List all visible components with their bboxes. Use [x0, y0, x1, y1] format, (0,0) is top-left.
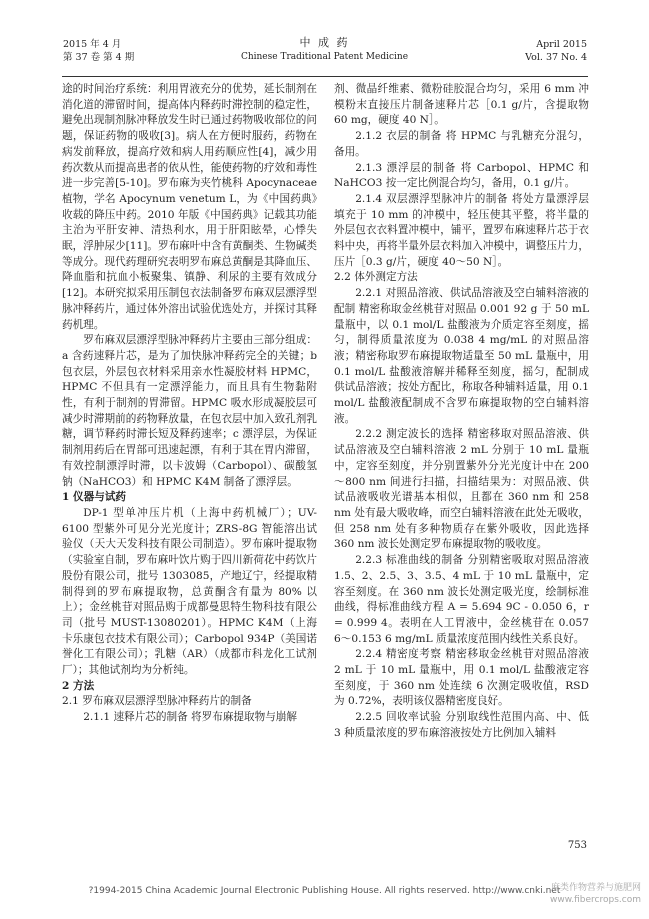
left-column-paragraph: 途的时间治疗系统：利用胃液充分的优势，延长制剂在消化道的滞留时间，提高体内释药时滞控制的稳定性，避免出现制剂脉冲释放发生时已通过药物吸收部位的问题，保证药物的吸收[3]。病人在方便时服药，药物在病发前释放，提高疗效和病人用药顺应性[4]，减少用药次数从而提高患者的依从性，能使药物的疗效和毒性进一步完善[5-10]。罗布麻为夹竹桃科 Apocynaceae 植物，学名 Apocynum venetum L，为《中国药典》收载的降压中药。2010 年版《中国药典》记载其功能主治为平肝安神、清热利水，用于肝阳眩晕，心悸失眠，浮肿尿少[11]。罗布麻叶中含有黄酮类、生物碱类等成分。现代药理研究表明罗布麻总黄酮是其降血压、降血脂和抗血小板聚集、镇静、利尿的主要有效成分[12]。本研究拟采用压制包衣法制备罗布麻双层漂浮型脉冲释药片，通过体外溶出试验优选处方，并探讨其释药机理。 — [62, 83, 317, 331]
right-column-paragraph: 2.2.4 精密度考察 精密移取金丝桃苷对照品溶液 2 mL 于 10 mL 量瓶中，用 0.1 mol/L 盐酸液定容至刻度，于 360 nm 处连续 6 次测定吸收值，RSD 为 0.72%，表明该仪器精密度良好。 — [334, 648, 589, 708]
right-column — [334, 82, 589, 742]
right-column-paragraph: 2.2.2 测定波长的选择 精密移取对照品溶液、供试品溶液及空白辅料溶液 2 mL 分别于 10 mL 量瓶中，定容至刻度，并分别置紫外分光光度计中在 200～800 nm 间进行扫描，扫描结果为：对照品液、供试品液吸收光谱基本相似，且都在 360 nm 和 258 nm 处有最大吸收峰，而空白辅料溶液在此处无吸收，但 258 nm 处有多种物质存在紫外吸收，因此选择 360 nm 波长处测定罗布麻提取物的吸收度。 — [334, 428, 589, 551]
page-number: 753 — [567, 840, 587, 851]
watermark-cn: 麻类作物营养与施肥网 — [550, 883, 641, 893]
right-column-paragraph: 2.1.4 双层漂浮型脉冲片的制备 将处方量漂浮层填充于 10 mm 的冲模中，轻压使其平整，将半量的外层包衣衣料置冲模中，铺平，置罗布麻速释片芯于衣料中央，再将半量外层衣料加入冲模中，调整压片力，压片［0.3 g/片，硬度 40～50 N］。 — [334, 192, 589, 268]
right-column-paragraph: 2.2 体外测定方法 — [334, 271, 418, 284]
copyright-footer: ?1994-2015 China Academic Journal Electronic Publishing House. All rights reserved. http://www.cnki.net — [88, 886, 561, 896]
right-column-paragraph: 2.1.3 漂浮层的制备 将 Carbopol、HPMC 和 NaHCO3 按一定比例混合均匀，备用，0.1 g/片。 — [334, 161, 589, 190]
header-rule — [62, 76, 588, 77]
left-column-paragraph: 2.1.1 速释片芯的制备 将罗布麻提取物与崩解 — [83, 711, 297, 724]
right-column-paragraph: 2.1.2 衣层的制备 将 HPMC 与乳糖充分混匀，备用。 — [334, 130, 589, 158]
right-column-paragraph: 2.2.1 对照品溶液、供试品溶液及空白辅料溶液的配制 精密称取金丝桃苷对照品 0.001 92 g 于 50 mL 量瓶中，以 0.1 mol/L 盐酸液为介质定容至刻度，摇匀，制得质量浓度为 0.038 4 mg/mL 的对照品溶液；精密称取罗布麻提取物适量至 50 mL 量瓶中，用 0.1 mol/L 盐酸液溶解并稀释至刻度，摇匀，配制成供试品溶液；按处方配比，称取各种辅料适量，用 0.1 mol/L 盐酸液配制成不含罗布麻提取物的空白辅料溶液。 — [334, 287, 589, 425]
journal-name-en: Chinese Traditional Patent Medicine — [240, 52, 409, 62]
left-column-paragraph: 罗布麻双层漂浮型脉冲释药片主要由三部分组成：a 含药速释片芯，是为了加快脉冲释药完全的关键；b 包衣层，外层包衣材料采用亲水性凝胶材料 HPMC，HPMC 不但具有一定漂浮能力，而且具有生物黏附性，有利于制剂的胃滞留。HPMC 吸水形成凝胶层可减少时滞期前的药物释放量，在包衣层中加入致孔剂乳糖，调节释药时滞长短及释药速率；c 漂浮层，为保证制剂用药后在胃部可迅速起漂，有利于其在胃内滞留，有效控制漂浮时滞，以卡波姆（Carbopol）、碳酸氢钠（NaHCO3）和 HPMC K4M 制备了漂浮层。 — [62, 334, 317, 488]
header-date: 2015 年 4 月 — [63, 39, 122, 50]
header-issue-info-en — [525, 38, 587, 64]
running-header — [0, 36, 649, 76]
left-column — [62, 82, 317, 726]
right-column-paragraph: 剂、微晶纤维素、微粉硅胶混合均匀，采用 6 mm 冲模粉末直接压片制备速释片芯［0.1 g/片，含提取物 60 mg，硬度 40 N］。 — [334, 83, 589, 127]
journal-name-cn: 中 成 药 — [299, 36, 350, 49]
header-volume-en: Vol. 37 No. 4 — [525, 52, 587, 63]
watermark-url: www.fibercrops.com — [550, 895, 641, 905]
right-column-paragraph: 2.2.3 标准曲线的制备 分别精密吸取对照品溶液 1.5、2、2.5、3、3.5、4 mL 于 10 mL 量瓶中，定容至刻度。在 360 nm 波长处测定吸光度，绘制标准曲线，得标准曲线方程 A = 5.694 9C - 0.050 6，r = 0.999 4。表明在人工胃液中，金丝桃苷在 0.057 6～0.153 6 mg/mL 质量浓度范围内线性关系良好。 — [334, 554, 589, 645]
site-watermark — [550, 882, 641, 906]
left-column-paragraph: 2.1 罗布麻双层漂浮型脉冲释药片的制备 — [62, 695, 252, 708]
left-column-paragraph: DP-1 型单冲压片机（上海中药机械厂）；UV-6100 型紫外可见分光光度计；ZRS-8G 智能溶出试验仪（天大天发科技有限公司制造）。罗布麻叶提取物（实验室自制，罗布麻叶饮片购于四川新荷花中药饮片股份有限公司，批号 1303085，产地辽宁，经提取精制得到的罗布麻提取物，总黄酮含有量为 80% 以上）；金丝桃苷对照品购于成都曼思特生物科技有限公司（批号 MUST-13080201）。HPMC K4M（上海卡乐康包衣技术有限公司）；Carbopol 934P（美国诺誉化工有限公司）；乳糖（AR）（成都市科龙化工试剂厂）；其他试剂均为分析纯。 — [62, 506, 317, 677]
left-column-paragraph: 2 方法 — [62, 679, 95, 692]
left-column-paragraph: 1 仪器与试药 — [62, 491, 127, 504]
header-date-en: April 2015 — [536, 39, 587, 50]
header-volume: 第 37 卷 第 4 期 — [63, 52, 135, 63]
right-column-paragraph: 2.2.5 回收率试验 分别取线性范围内高、中、低 3 种质量浓度的罗布麻溶液按处方比例加入辅料 — [334, 711, 589, 739]
